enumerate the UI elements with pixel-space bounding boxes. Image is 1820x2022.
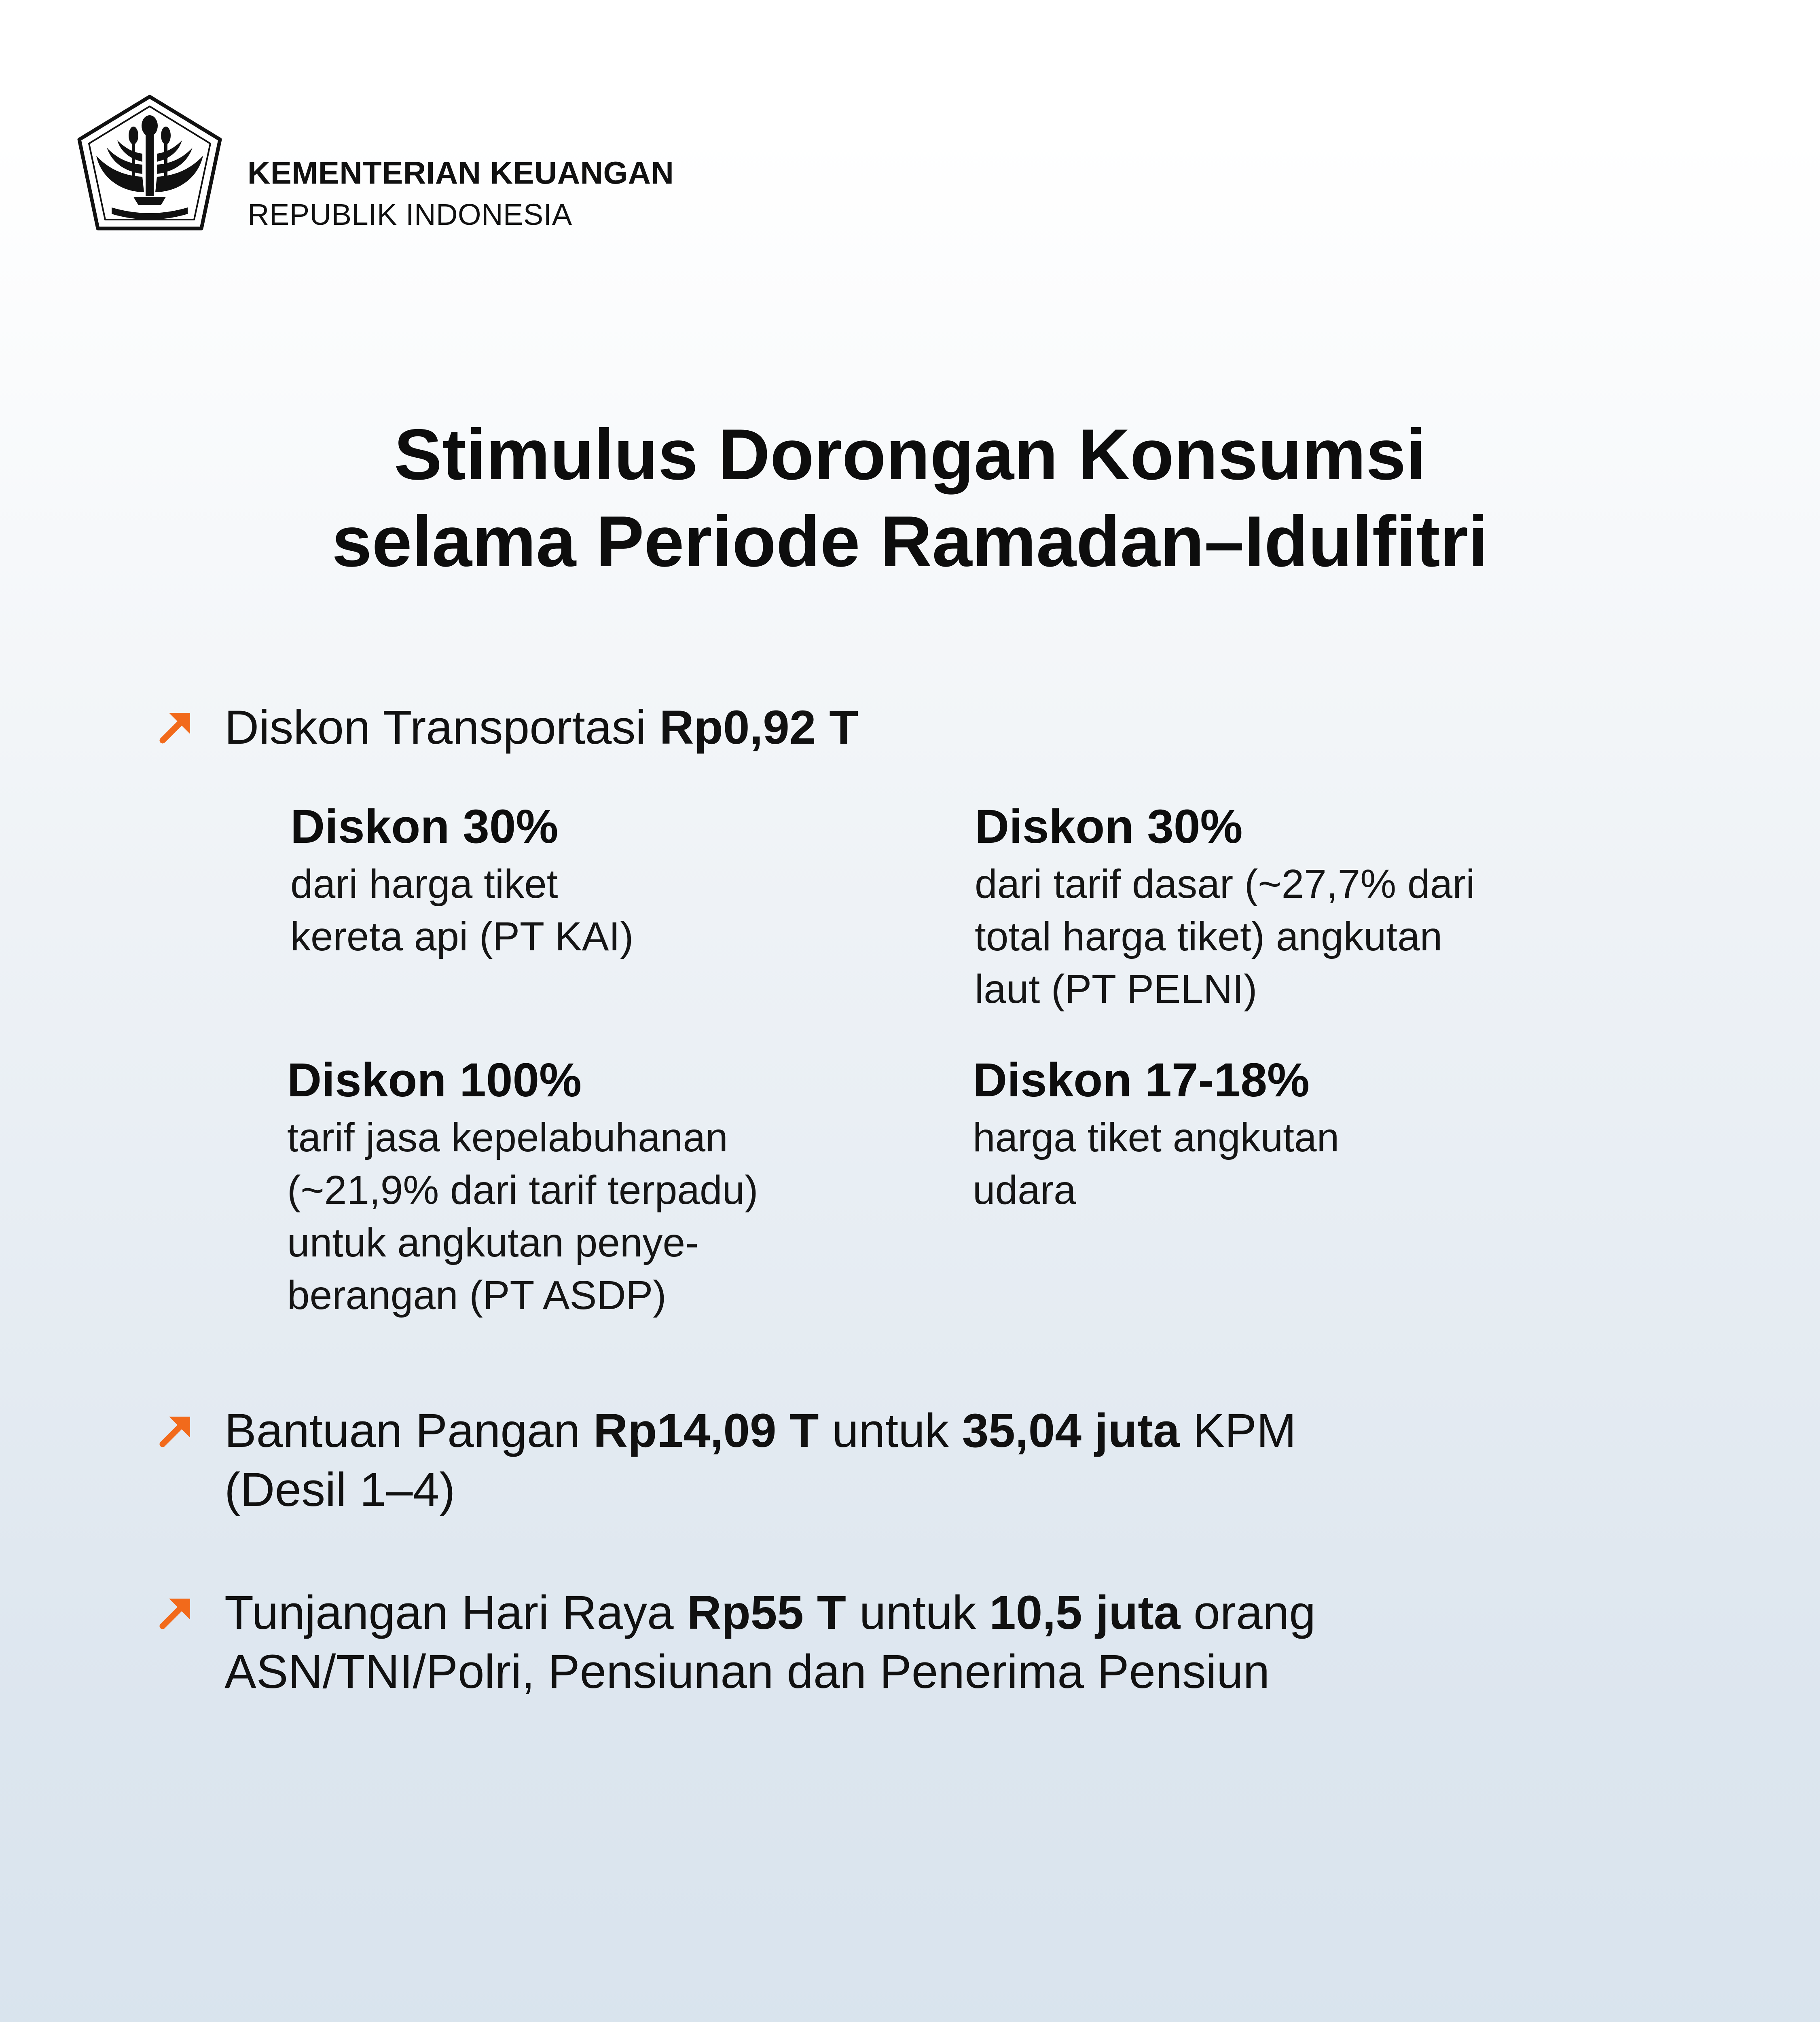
item-line: dari harga tiket — [290, 861, 558, 907]
item-line: laut (PT PELNI) — [975, 967, 1257, 1012]
item-line: total harga tiket) angkutan — [975, 914, 1443, 959]
item-heading: Diskon 30% — [975, 800, 1243, 853]
bullet-transport — [224, 698, 858, 757]
bullet-connector: untuk — [846, 1586, 990, 1639]
transport-item-sea — [975, 800, 1475, 1015]
item-line: (~21,9% dari tarif terpadu) — [287, 1168, 758, 1213]
item-line: kereta api (PT KAI) — [290, 914, 634, 959]
transport-item-train — [290, 800, 634, 963]
item-heading: Diskon 30% — [290, 800, 559, 853]
bullet-label: Bantuan Pangan — [224, 1404, 594, 1457]
transport-item-ferry — [287, 1053, 758, 1322]
item-line: tarif jasa kepelabuhanan — [287, 1115, 728, 1160]
arrow-up-right-icon — [157, 706, 197, 746]
bullet-amount: Rp0,92 T — [659, 701, 859, 754]
ministry-name: KEMENTERIAN KEUANGAN — [248, 155, 674, 190]
bullet-label: Diskon Transportasi — [224, 701, 660, 754]
arrow-up-right-icon — [157, 1409, 197, 1450]
bullet-line-2: (Desil 1–4) — [224, 1463, 455, 1516]
bullet-amount: Rp55 T — [687, 1586, 846, 1639]
bullet-suffix: orang — [1180, 1586, 1316, 1639]
item-line: berangan (PT ASDP) — [287, 1273, 667, 1318]
transport-item-air — [973, 1053, 1340, 1216]
item-line: dari tarif dasar (~27,7% dari — [975, 861, 1475, 907]
bullet-holiday-allowance — [224, 1583, 1316, 1701]
item-line: untuk angkutan penye- — [287, 1220, 699, 1265]
ministry-subtitle: REPUBLIK INDONESIA — [248, 198, 572, 231]
bullet-count: 35,04 juta — [962, 1404, 1180, 1457]
arrow-up-right-icon — [157, 1591, 197, 1632]
item-heading: Diskon 100% — [287, 1053, 582, 1107]
bullet-amount: Rp14,09 T — [593, 1404, 819, 1457]
bullet-food-aid — [224, 1401, 1296, 1519]
bullet-line-2: ASN/TNI/Polri, Pensiunan dan Penerima Pensiun — [224, 1645, 1270, 1698]
page-title-line-2: selama Periode Ramadan–Idulfitri — [332, 501, 1488, 582]
bullet-label: Tunjangan Hari Raya — [224, 1586, 687, 1639]
item-heading: Diskon 17-18% — [973, 1053, 1310, 1107]
bullet-count: 10,5 juta — [989, 1586, 1181, 1639]
kemenkeu-emblem-icon — [73, 91, 226, 237]
bullet-suffix: KPM — [1179, 1404, 1297, 1457]
bullet-connector: untuk — [819, 1404, 962, 1457]
item-line: udara — [973, 1168, 1076, 1213]
page-title-line-1: Stimulus Dorongan Konsumsi — [394, 414, 1426, 495]
item-line: harga tiket angkutan — [973, 1115, 1340, 1160]
